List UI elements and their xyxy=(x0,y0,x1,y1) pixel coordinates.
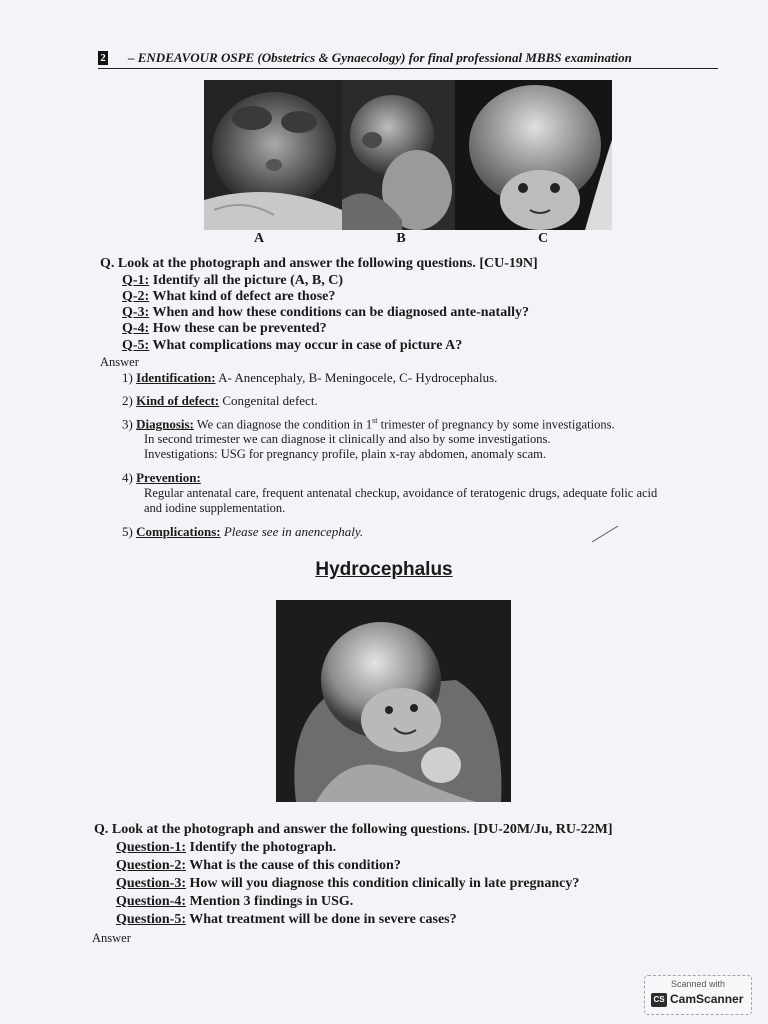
answer-defect xyxy=(122,393,318,409)
photo-hydrocephalus xyxy=(276,600,511,802)
photo-label-b: B xyxy=(396,231,406,246)
answer-text: trimester of pregnancy by some investigations. xyxy=(377,417,615,432)
question-item xyxy=(122,321,327,337)
scanned-with-text: Scanned with xyxy=(670,979,726,989)
section-title: Hydrocephalus xyxy=(315,559,453,580)
answer-key: Diagnosis: xyxy=(136,416,194,432)
question-text: How these can be prevented? xyxy=(149,321,327,336)
question-text: What treatment will be done in severe cases? xyxy=(186,912,457,927)
answer-key: Kind of defect: xyxy=(136,393,220,408)
answer-text: Please see in anencephaly. xyxy=(220,524,364,539)
photo-label-a: A xyxy=(253,231,265,246)
answer-label: Answer xyxy=(100,355,139,369)
answer-text: We can diagnose the condition in 1 xyxy=(193,417,373,432)
question-number: Q-3: xyxy=(122,305,150,320)
camscanner-logo-icon: CS xyxy=(651,993,667,1007)
question-item xyxy=(116,876,579,892)
question-number: Question-5: xyxy=(116,912,186,927)
photo-a-anencephaly xyxy=(204,80,342,230)
question-number: Question-4: xyxy=(116,894,186,909)
question-number: Question-1: xyxy=(116,840,186,855)
answer-key: Identification: xyxy=(136,370,216,385)
answer-prevention xyxy=(122,470,201,486)
answer-key: Complications: xyxy=(136,524,221,539)
answer-complications xyxy=(122,524,363,540)
question-item xyxy=(122,305,529,321)
question-number: Question-2: xyxy=(116,858,186,873)
question-item xyxy=(122,338,462,354)
question-text: When and how these conditions can be diagnosed ante-natally? xyxy=(149,305,529,320)
answer-number: 1) xyxy=(122,370,137,385)
answer-number: 4) xyxy=(122,470,137,485)
question-text: Mention 3 findings in USG. xyxy=(186,894,354,909)
photo-c-hydrocephalus xyxy=(455,80,612,230)
question-heading-2: Q. Look at the photograph and answer the following questions. [DU-20M/Ju, RU-22M] xyxy=(94,822,613,837)
answer-number: 2) xyxy=(122,393,137,408)
page-number: 2 xyxy=(98,51,108,65)
question-item xyxy=(116,894,353,910)
question-item xyxy=(116,840,336,856)
question-text: Identify all the picture (A, B, C) xyxy=(149,273,344,288)
answer-text: A- Anencephaly, B- Meningocele, C- Hydrocephalus. xyxy=(215,370,498,385)
question-text: What kind of defect are those? xyxy=(149,289,336,304)
answer-diagnosis-line: Investigations: USG for pregnancy profile, plain x-ray abdomen, anomaly scam. xyxy=(144,447,546,461)
page-header xyxy=(98,50,718,69)
question-number: Q-1: xyxy=(122,273,150,288)
answer-key: Prevention: xyxy=(136,470,201,485)
answer-number: 5) xyxy=(122,524,137,539)
header-title: – ENDEAVOUR OSPE (Obstetrics & Gynaecology) for final professional MBBS examination xyxy=(128,50,632,65)
question-item xyxy=(116,912,457,928)
answer-number: 3) xyxy=(122,416,137,432)
question-text: What complications may occur in case of picture A? xyxy=(149,338,463,353)
superscript: st xyxy=(372,416,378,425)
question-number: Q-4: xyxy=(122,321,150,336)
question-number: Q-2: xyxy=(122,289,150,304)
question-item xyxy=(122,273,343,289)
photo-b-meningocele xyxy=(342,80,455,230)
question-text: How will you diagnose this condition clinically in late pregnancy? xyxy=(186,876,580,891)
answer-identification xyxy=(122,370,497,386)
camscanner-name: CamScanner xyxy=(670,992,744,1006)
answer-diagnosis xyxy=(122,416,615,432)
question-item xyxy=(122,289,335,305)
photo-label-c: C xyxy=(537,231,549,246)
answer-diagnosis-line: In second trimester we can diagnose it clinically and also by some investigations. xyxy=(144,432,551,446)
question-number: Question-3: xyxy=(116,876,186,891)
question-text: Identify the photograph. xyxy=(186,840,337,855)
answer-text: Congenital defect. xyxy=(219,393,318,408)
question-text: What is the cause of this condition? xyxy=(186,858,401,873)
pen-mark xyxy=(590,522,620,546)
answer-prevention-line: and iodine supplementation. xyxy=(144,501,286,515)
question-heading-1: Q. Look at the photograph and answer the following questions. [CU-19N] xyxy=(100,256,538,271)
camscanner-badge xyxy=(644,975,752,1015)
answer-prevention-line: Regular antenatal care, frequent antenatal checkup, avoidance of teratogenic drugs, adequate folic acid xyxy=(144,486,658,500)
question-item xyxy=(116,858,401,874)
question-number: Q-5: xyxy=(122,338,150,353)
answer-label: Answer xyxy=(92,931,131,945)
